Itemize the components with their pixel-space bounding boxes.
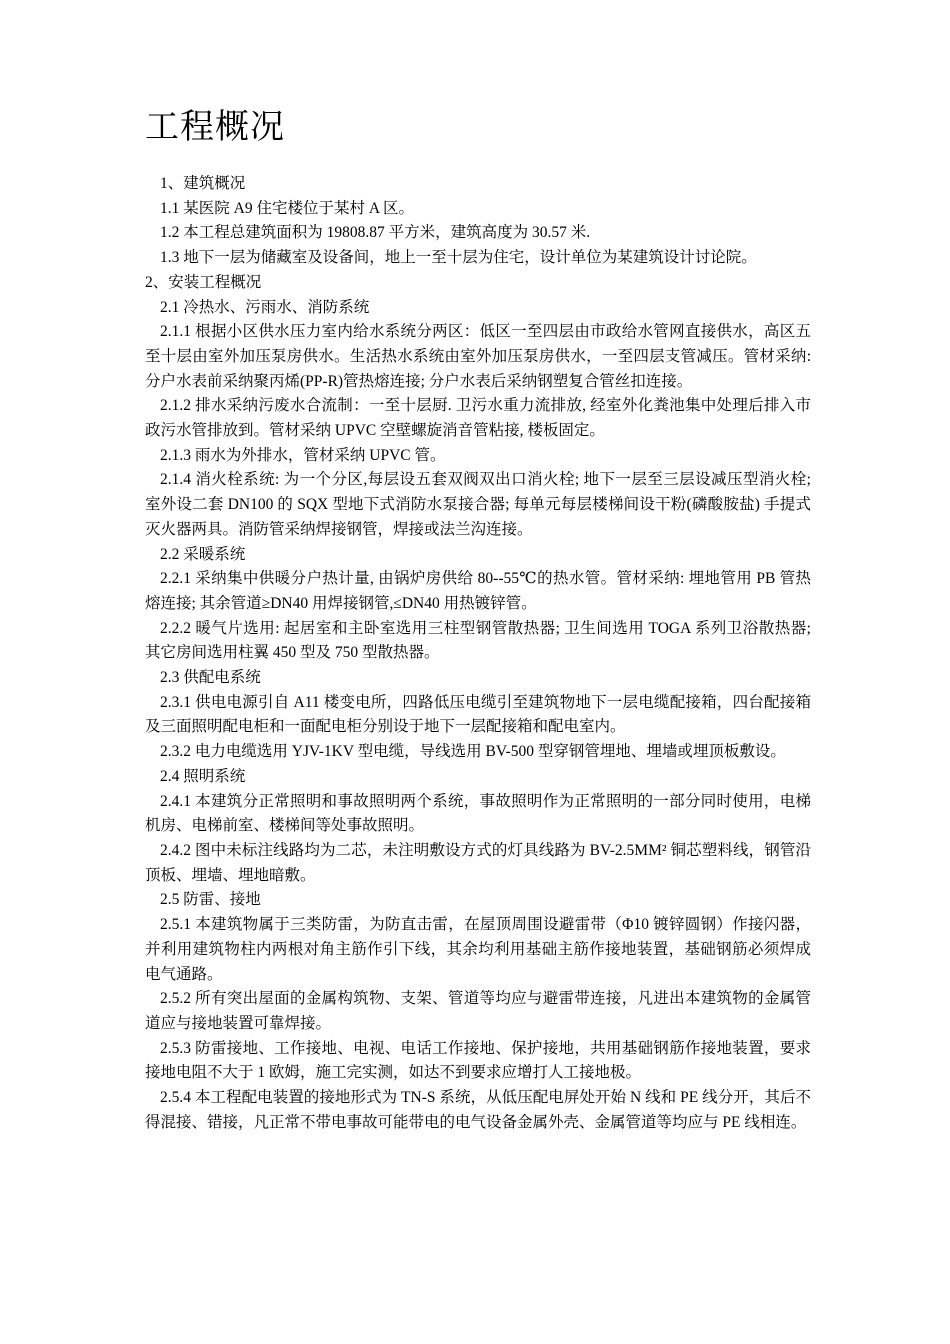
document-body	[145, 172, 811, 1135]
paragraph: 2.1.4 消火栓系统: 为一个分区,每层设五套双阀双出口消火栓; 地下一层至三层设减压型消火栓; 室外设二套 DN100 的 SQX 型地下式消防水泵接合器; 每单元每层楼梯间设干粉(磷酸胺盐) 手提式灭火器两具。消防管采纳焊接钢管，焊接或法兰沟连接。	[145, 471, 811, 538]
paragraph: 2.5.2 所有突出屋面的金属构筑物、支架、管道等均应与避雷带连接，凡进出本建筑物的金属管道应与接地装置可靠焊接。	[145, 990, 811, 1032]
paragraph: 1.1 某医院 A9 住宅楼位于某村 A 区。	[160, 199, 415, 217]
subsection-heading: 2.5 防雷、接地	[160, 891, 261, 909]
paragraph: 2.5.1 本建筑物属于三类防雷，为防直击雷，在屋顶周围设避雷带（Φ10 镀锌圆钢）作接闪器，并利用建筑物柱内两根对角主筋作引下线，其余均利用基础主筋作接地装置，基础钢筋必须焊成电气通路。	[145, 916, 811, 983]
document-title: 工程概况	[145, 107, 285, 147]
paragraph: 2.4.1 本建筑分正常照明和事故照明两个系统，事故照明作为正常照明的一部分同时使用，电梯机房、电梯前室、楼梯间等处事故照明。	[145, 792, 811, 835]
paragraph: 2.3.1 供电电源引自 A11 楼变电所，四路低压电缆引至建筑物地下一层电缆配接箱，四台配接箱及三面照明配电柜和一面配电柜分别设于地下一层配接箱和配电室内。	[145, 693, 811, 736]
subsection-heading: 2.2 采暖系统	[160, 545, 246, 563]
paragraph: 2.1.1 根据小区供水压力室内给水系统分两区：低区一至四层由市政给水管网直接供水，高区五至十层由室外加压泵房供水。生活热水系统由室外加压泵房供水，一至四层支管减压。管材采纳: 分户水表前采纳聚丙烯(PP-R)管热熔连接; 分户水表后采纳钢塑复合管丝扣连接。	[145, 323, 811, 390]
paragraph: 1.2 本工程总建筑面积为 19808.87 平方米，建筑高度为 30.57 米.	[160, 224, 591, 242]
subsection-heading: 2.3 供配电系统	[160, 669, 261, 687]
subsection-heading: 2.1 冷热水、污雨水、消防系统	[160, 298, 370, 316]
paragraph: 1.3 地下一层为储藏室及设备间，地上一至十层为住宅，设计单位为某建筑设计讨论院。	[160, 249, 757, 267]
paragraph: 2.3.2 电力电缆选用 YJV-1KV 型电缆，导线选用 BV-500 型穿钢管埋地、埋墙或埋顶板敷设。	[160, 743, 786, 761]
paragraph: 2.1.2 排水采纳污废水合流制：一至十层厨. 卫污水重力流排放, 经室外化粪池集中处理后排入市政污水管排放到。管材采纳 UPVC 空壁螺旋消音管粘接, 楼板固定。	[145, 397, 811, 440]
subsection-heading: 2.4 照明系统	[160, 767, 246, 785]
paragraph: 2.4.2 图中未标注线路均为二芯，未注明敷设方式的灯具线路为 BV-2.5MM² 铜芯塑料线，钢管沿顶板、埋墙、埋地暗敷。	[145, 841, 811, 884]
section-heading: 1、建筑概况	[160, 175, 246, 192]
paragraph: 2.1.3 雨水为外排水，管材采纳 UPVC 管。	[160, 446, 446, 464]
paragraph: 2.2.2 暖气片选用: 起居室和主卧室选用三柱型钢管散热器; 卫生间选用 TOGA 系列卫浴散热器; 其它房间选用柱翼 450 型及 750 型散热器。	[145, 619, 811, 662]
paragraph: 2.5.4 本工程配电装置的接地形式为 TN-S 系统，从低压配电屏处开始 N 线和 PE 线分开，其后不得混接、错接，凡正常不带电事故可能带电的电气设备金属外壳、金属管道等均应与 PE 线相连。	[145, 1089, 811, 1131]
section-heading: 2、安装工程概况	[145, 273, 262, 291]
paragraph: 2.5.3 防雷接地、工作接地、电视、电话工作接地、保护接地，共用基础钢筋作接地装置，要求接地电阻不大于 1 欧姆，施工完实测，如达不到要求应增打人工接地极。	[145, 1039, 811, 1082]
paragraph: 2.2.1 采纳集中供暖分户热计量, 由锅炉房供给 80--55℃的热水管。管材采纳: 埋地管用 PB 管热熔连接; 其余管道≥DN40 用焊接钢管,≤DN40 用热镀锌管。	[145, 570, 811, 612]
